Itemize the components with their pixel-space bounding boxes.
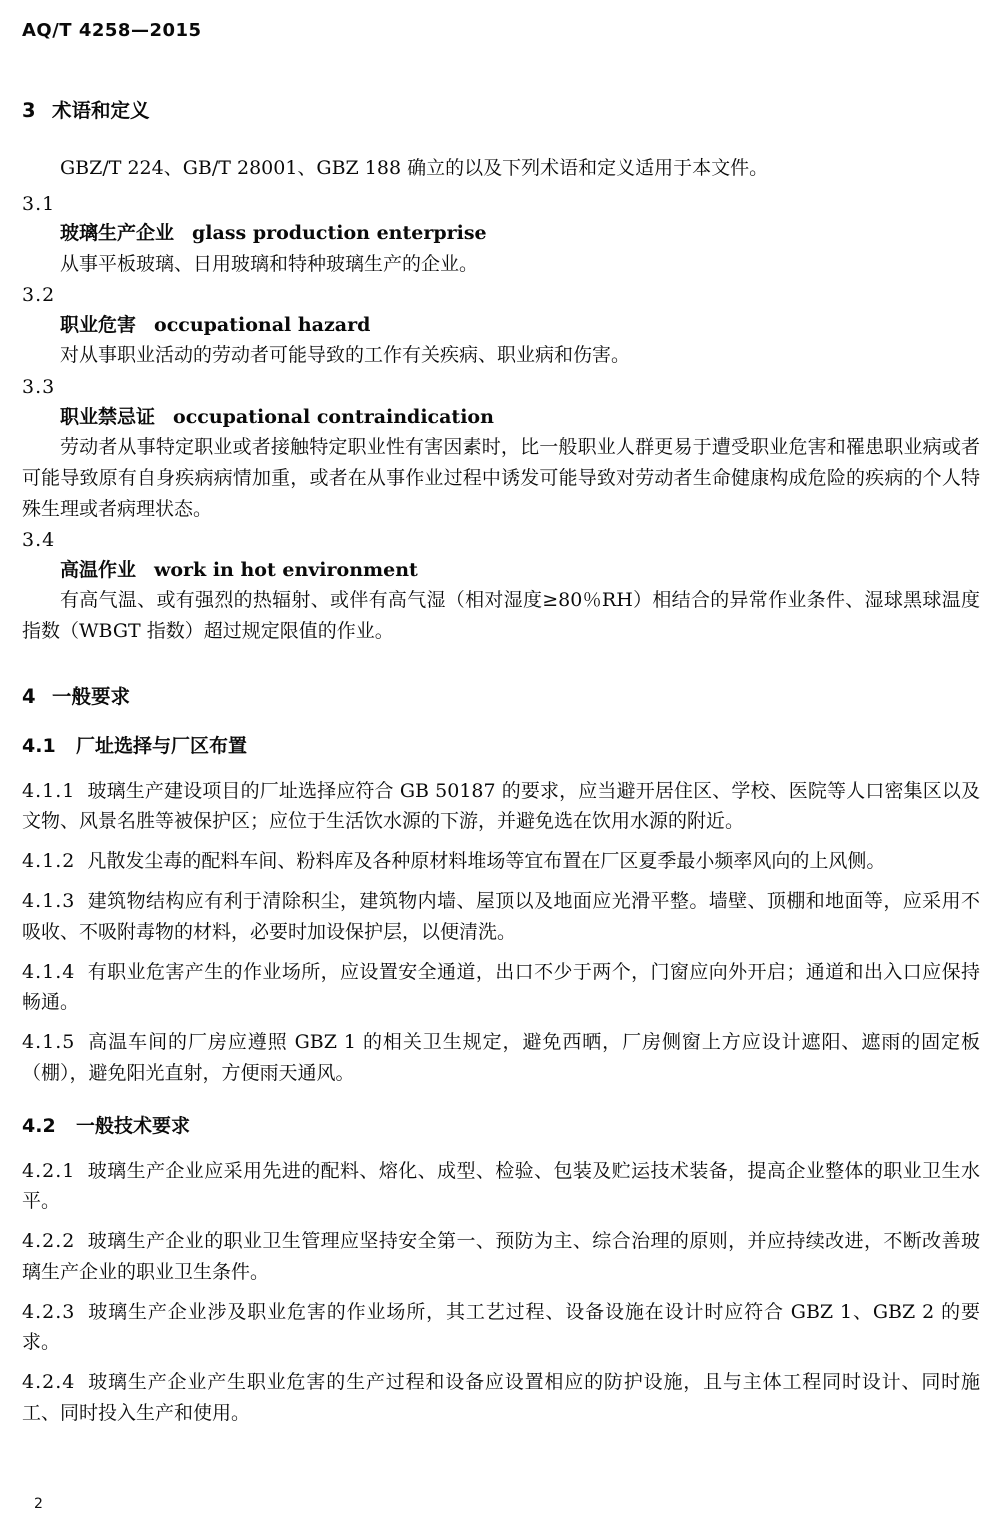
section-4-number: 4 xyxy=(22,684,36,708)
clause-text: 玻璃生产企业应采用先进的配料、熔化、成型、检验、包装及贮运技术装备，提高企业整体的职业卫生水平。 xyxy=(22,1159,980,1213)
clause-text: 玻璃生产企业的职业卫生管理应坚持安全第一、预防为主、综合治理的原则，并应持续改进，不断改善玻璃生产企业的职业卫生条件。 xyxy=(22,1230,980,1283)
term-title-cn: 玻璃生产企业 xyxy=(60,222,175,245)
term-title xyxy=(60,402,980,432)
clause-number: 4.1.3 xyxy=(22,889,76,912)
clause-item xyxy=(22,886,980,948)
clause-item xyxy=(22,1226,980,1288)
page-content xyxy=(22,95,980,1438)
clause-item xyxy=(22,957,980,1019)
clause-text: 有职业危害产生的作业场所，应设置安全通道，出口不少于两个，门窗应向外开启；通道和出入口应保持畅通。 xyxy=(22,960,980,1014)
term-number: 3.1 xyxy=(22,192,56,215)
term-title-cn: 职业禁忌证 xyxy=(60,405,156,428)
clause-number: 4.1.5 xyxy=(22,1031,76,1054)
clause-number: 4.2.1 xyxy=(22,1159,76,1182)
clause-text: 建筑物结构应有利于清除积尘，建筑物内墙、屋顶以及地面应光滑平整。墙壁、顶棚和地面等，应采用不吸收、不吸附毒物的材料，必要时加设保护层，以便清洗。 xyxy=(22,889,980,943)
clause-number: 4.1.2 xyxy=(22,850,76,873)
term-definition: 有高气温、或有强烈的热辐射、或伴有高气湿（相对湿度≥80％RH）相结合的异常作业条件、湿球黑球温度指数（WBGT 指数）超过规定限值的作业。 xyxy=(22,589,980,642)
clause-item xyxy=(22,1297,980,1359)
clause-item xyxy=(22,846,980,877)
clause-number: 4.2.3 xyxy=(22,1300,76,1323)
subsection-title: 一般技术要求 xyxy=(76,1114,191,1137)
term-title xyxy=(60,218,980,248)
term-title xyxy=(60,555,980,585)
clause-number: 4.1.4 xyxy=(22,960,76,983)
page-number: 2 xyxy=(34,1496,43,1512)
section-3-title: 术语和定义 xyxy=(52,99,150,122)
clause-text: 玻璃生产企业涉及职业危害的作业场所，其工艺过程、设备设施在设计时应符合 GBZ 1、GBZ 2 的要求。 xyxy=(22,1300,980,1354)
clause-number: 4.2.2 xyxy=(22,1230,76,1253)
term-number: 3.2 xyxy=(22,284,56,307)
clause-text: 凡散发尘毒的配料车间、粉料库及各种原材料堆场等宜布置在厂区夏季最小频率风向的上风侧。 xyxy=(87,850,886,873)
term-number: 3.3 xyxy=(22,376,56,399)
term-title-en: work in hot environment xyxy=(154,558,418,581)
term-definition: 劳动者从事特定职业或者接触特定职业性有害因素时，比一般职业人群更易于遭受职业危害和罹患职业病或者可能导致原有自身疾病病情加重，或者在从事作业过程中诱发可能导致对劳动者生命健康构成危险的疾病的个人特殊生理或者病理状态。 xyxy=(22,435,980,520)
subsection-4-1-heading xyxy=(22,731,980,758)
subsection-4-2-heading xyxy=(22,1111,980,1138)
term-title-cn: 高温作业 xyxy=(60,558,137,581)
term-entry-3-4 xyxy=(22,526,980,646)
subsection-number: 4.2 xyxy=(22,1114,56,1137)
clause-item xyxy=(22,776,980,838)
term-title-en: occupational hazard xyxy=(154,313,371,336)
clause-number: 4.2.4 xyxy=(22,1371,76,1394)
clause-text: 玻璃生产企业产生职业危害的生产过程和设备应设置相应的防护设施，且与主体工程同时设计、同时施工、同时投入生产和使用。 xyxy=(22,1371,980,1424)
page-header: AQ/T 4258—2015 xyxy=(22,20,202,41)
term-entry-3-1 xyxy=(22,190,980,280)
term-definition: 从事平板玻璃、日用玻璃和特种玻璃生产的企业。 xyxy=(60,252,479,275)
section-3-number: 3 xyxy=(22,99,36,122)
subsection-title: 厂址选择与厂区布置 xyxy=(76,734,248,757)
section-3-lead: GBZ/T 224、GB/T 28001、GBZ 188 确立的以及下列术语和定义适用于本文件。 xyxy=(60,157,769,179)
subsection-number: 4.1 xyxy=(22,734,56,757)
section-3-heading xyxy=(22,95,980,123)
term-title-en: glass production enterprise xyxy=(192,222,487,245)
clause-number: 4.1.1 xyxy=(22,779,76,802)
term-entry-3-3 xyxy=(22,373,980,524)
term-title xyxy=(60,310,980,340)
section-4-title: 一般要求 xyxy=(52,684,131,708)
term-entry-3-2 xyxy=(22,281,980,371)
section-4-heading xyxy=(22,681,980,709)
term-title-cn: 职业危害 xyxy=(60,313,137,336)
clause-item xyxy=(22,1027,980,1089)
clause-text: 玻璃生产建设项目的厂址选择应符合 GB 50187 的要求，应当避开居住区、学校、医院等人口密集区以及文物、风景名胜等被保护区；应位于生活饮水源的下游，并避免选在饮用水源的附近。 xyxy=(22,779,980,833)
term-definition: 对从事职业活动的劳动者可能导致的工作有关疾病、职业病和伤害。 xyxy=(60,344,631,367)
clause-text: 高温车间的厂房应遵照 GBZ 1 的相关卫生规定，避免西晒，厂房侧窗上方应设计遮阳、遮雨的固定板（棚），避免阳光直射，方便雨天通风。 xyxy=(22,1031,980,1084)
clause-item xyxy=(22,1367,980,1429)
term-title-en: occupational contraindication xyxy=(173,405,494,428)
clause-item xyxy=(22,1156,980,1218)
term-number: 3.4 xyxy=(22,529,56,552)
